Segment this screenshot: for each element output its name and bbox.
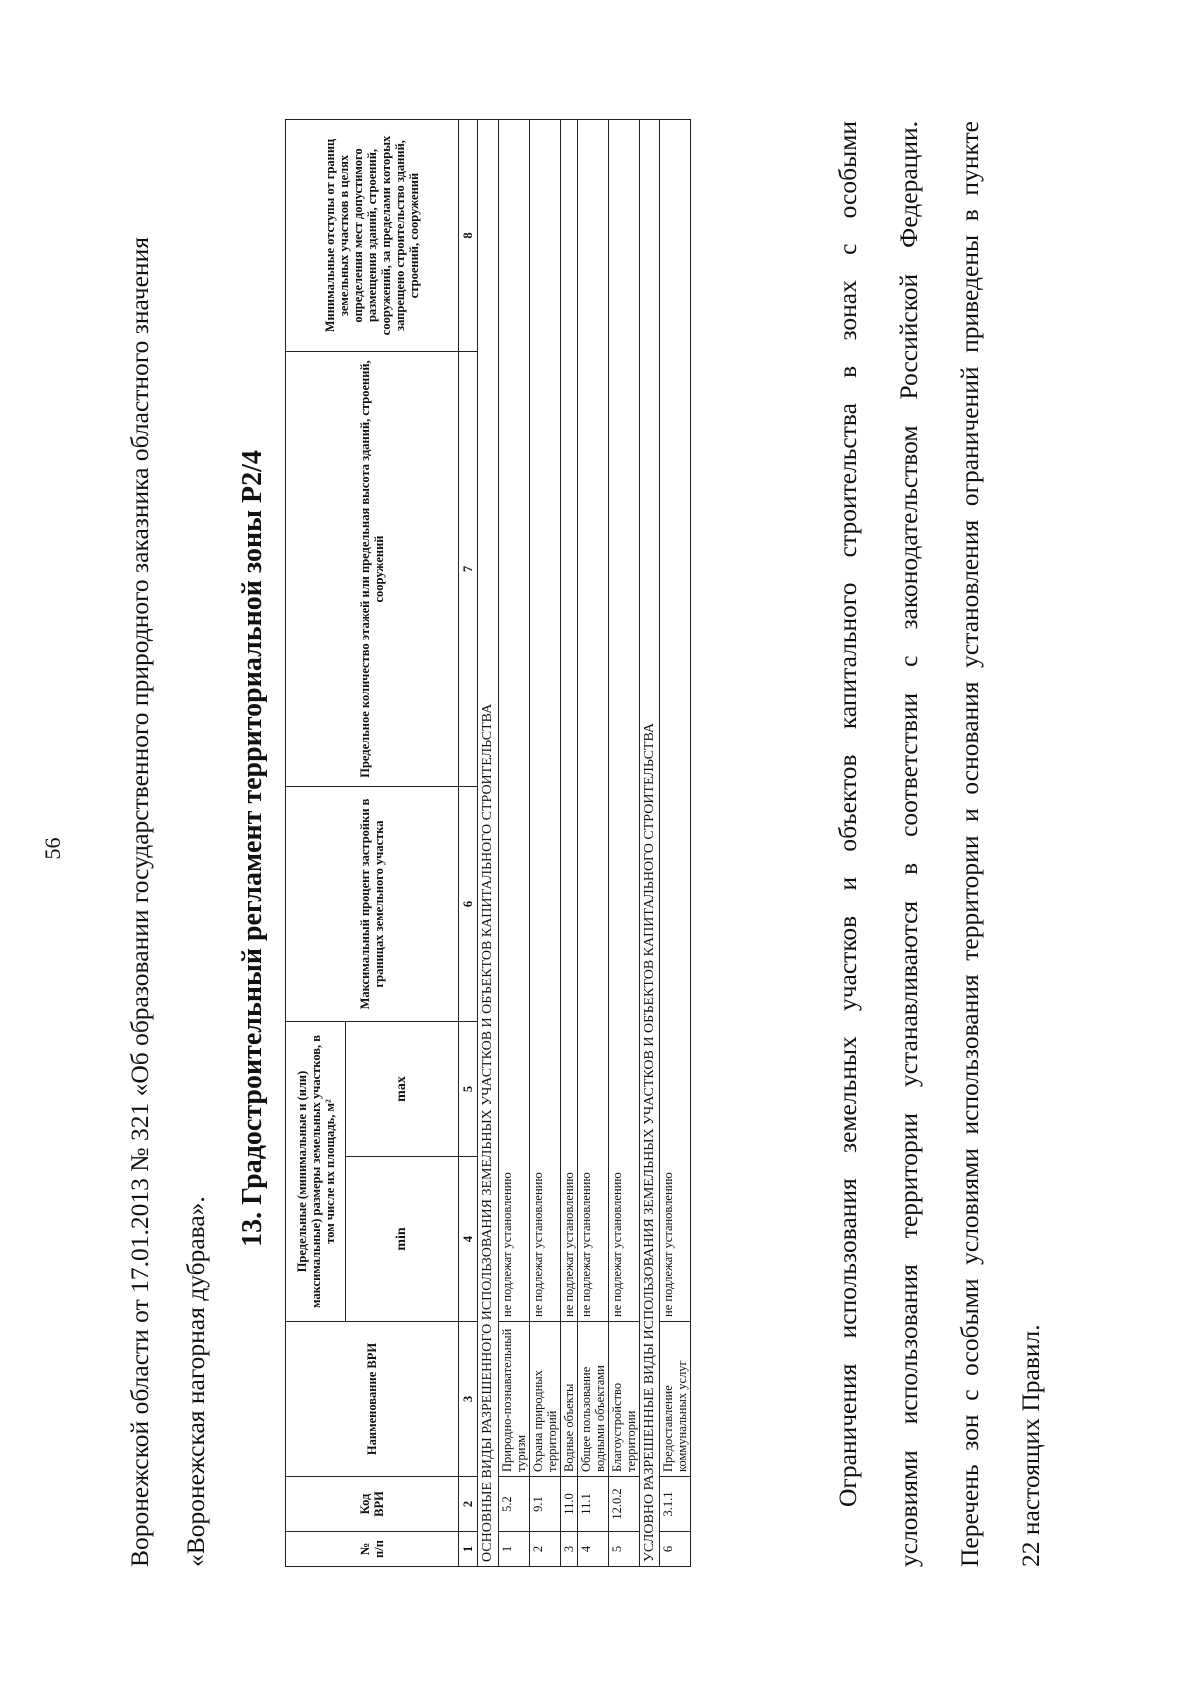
- regulation-table: [285, 119, 691, 1567]
- header-num: № п/п: [286, 1532, 459, 1567]
- row-value: не подлежат установлению: [529, 120, 560, 1322]
- row-num: 1: [498, 1532, 529, 1567]
- column-numbers-row: [459, 120, 478, 1567]
- table-row: [577, 120, 608, 1567]
- column-number: 6: [459, 787, 478, 1022]
- row-num: 3: [560, 1532, 577, 1567]
- column-number: 1: [459, 1532, 478, 1567]
- row-code: 11.1: [577, 1477, 608, 1532]
- header-setbacks: Минимальные отступы от границ земельных участков в целях определения мест допустимого размещения зданий, строений, сооружений, за пределами которых запрещено строительство зданий, строений, сооружений: [286, 120, 459, 352]
- closing-line-2: условиями использования территории устанавливаются в соответствии с законодательством Российской Федерации.: [894, 121, 923, 1567]
- row-value: не подлежат установлению: [498, 120, 529, 1322]
- row-num: 2: [529, 1532, 560, 1567]
- column-number: 7: [459, 352, 478, 787]
- header-code: Код ВРИ: [286, 1477, 459, 1532]
- table-row: [498, 120, 529, 1567]
- table-row: [560, 120, 577, 1567]
- page-number: 56: [40, 837, 65, 860]
- column-number: 2: [459, 1477, 478, 1532]
- column-number: 8: [459, 120, 478, 352]
- row-code: 11.0: [560, 1477, 577, 1532]
- section-header-label: ОСНОВНЫЕ ВИДЫ РАЗРЕШЕННОГО ИСПОЛЬЗОВАНИЯ ЗЕМЕЛЬНЫХ УЧАСТКОВ И ОБЪЕКТОВ КАПИТАЛЬНОГО СТРОИТЕЛЬСТВА: [478, 120, 499, 1567]
- row-code: 5.2: [498, 1477, 529, 1532]
- section-header-main: [478, 120, 499, 1567]
- header-sizes: Предельные (минимальные и (или) максимальные) размеры земельных участков, в том числе их площадь, м²: [286, 1022, 346, 1322]
- row-name: Общее пользование водными объектами: [577, 1322, 608, 1477]
- header-row-1: [286, 120, 346, 1567]
- row-value: не подлежат установлению: [660, 120, 691, 1322]
- row-code: 3.1.1: [660, 1477, 691, 1532]
- closing-line-4: 22 настоящих Правил.: [1016, 1324, 1045, 1567]
- row-value: не подлежат установлению: [608, 120, 639, 1322]
- row-name: Природно-познавательный туризм: [498, 1322, 529, 1477]
- table-row: [660, 120, 691, 1567]
- column-number: 3: [459, 1322, 478, 1477]
- row-name: Предоставление коммунальных услуг: [660, 1322, 691, 1477]
- section-header-label: УСЛОВНО РАЗРЕШЕННЫЕ ВИДЫ ИСПОЛЬЗОВАНИЯ ЗЕМЕЛЬНЫХ УЧАСТКОВ И ОБЪЕКТОВ КАПИТАЛЬНОГО СТРОИТЕЛЬСТВА: [639, 120, 660, 1567]
- column-number: 5: [459, 1022, 478, 1157]
- header-percent: Максимальный процент застройки в границах земельного участка: [286, 787, 459, 1022]
- row-value: не подлежат установлению: [577, 120, 608, 1322]
- header-min: min: [346, 1157, 459, 1322]
- row-num: 4: [577, 1532, 608, 1567]
- row-code: 9.1: [529, 1477, 560, 1532]
- header-max: max: [346, 1022, 459, 1157]
- table-row: [529, 120, 560, 1567]
- row-name: Водные объекты: [560, 1322, 577, 1477]
- row-name: Охрана природных территорий: [529, 1322, 560, 1477]
- column-number: 4: [459, 1157, 478, 1322]
- row-name: Благоустройство территории: [608, 1322, 639, 1477]
- closing-line-3: Перечень зон с особыми условиями использования территории и основания установления ограничений приведены в пункте: [955, 121, 984, 1567]
- section-title: 13. Градостроительный регламент территориальной зоны Р2/4: [237, 450, 268, 1247]
- row-value: не подлежат установлению: [560, 120, 577, 1322]
- intro-line-2: «Воронежская нагорная дубрава».: [181, 1196, 210, 1567]
- row-num: 5: [608, 1532, 639, 1567]
- row-num: 6: [660, 1532, 691, 1567]
- section-header-conditional: [639, 120, 660, 1567]
- row-code: 12.0.2: [608, 1477, 639, 1532]
- header-name: Наименование ВРИ: [286, 1322, 459, 1477]
- closing-line-1: Ограничения использования земельных участков и объектов капитального строительства в зонах с особыми: [833, 121, 862, 1507]
- header-floors: Предельное количество этажей или предельная высота зданий, строений, сооружений: [286, 352, 459, 787]
- intro-line-1: Воронежской области от 17.01.2013 № 321 «Об образовании государственного природного заказника областного значения: [125, 237, 154, 1567]
- table-row: [608, 120, 639, 1567]
